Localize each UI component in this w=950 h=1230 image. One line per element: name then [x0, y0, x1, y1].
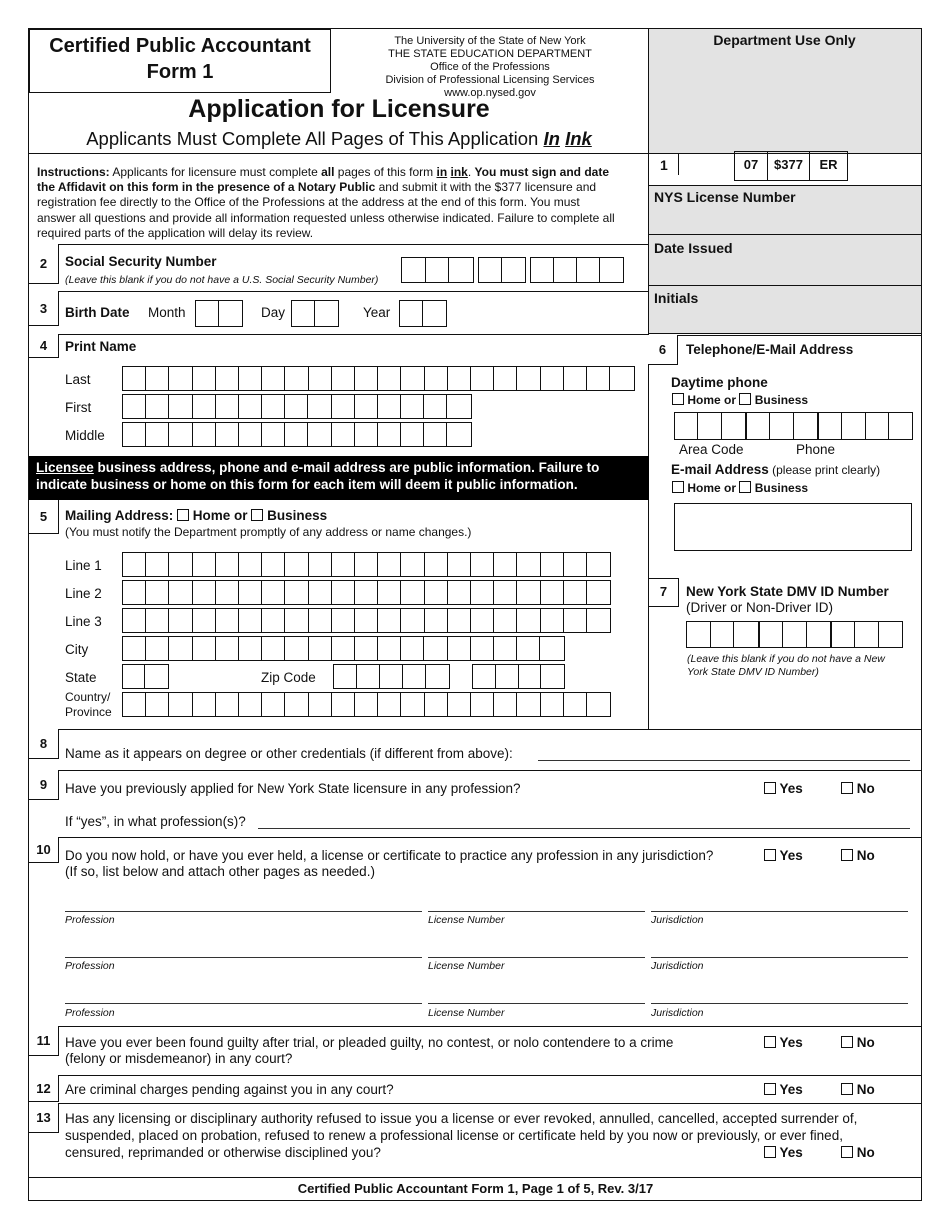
- no-label: No: [856, 848, 875, 863]
- agency-line: Division of Professional Licensing Services: [385, 74, 595, 86]
- credential-name-input[interactable]: [538, 760, 910, 761]
- country-label-line: Country/: [65, 690, 111, 704]
- email-label: [671, 462, 880, 477]
- yes-label: Yes: [779, 848, 803, 863]
- disciplinary-question: [65, 1110, 857, 1161]
- birth-date-label: Birth Date: [65, 305, 130, 320]
- profession-input[interactable]: [65, 957, 422, 958]
- license-number-input[interactable]: [428, 957, 645, 958]
- divider: [29, 1177, 922, 1178]
- page-subtitle: [29, 128, 649, 150]
- instructions-text: and submit it with the $377 licensure and: [375, 180, 597, 195]
- yes-option: [764, 1145, 803, 1160]
- mailing-address-title: Mailing Address:: [65, 508, 174, 523]
- instructions-text: the Affidavit on this form in the presence of a Notary Public: [37, 180, 376, 195]
- month-label: Month: [148, 305, 186, 320]
- daytime-phone-label: Daytime phone: [671, 375, 768, 390]
- agency-block: [332, 35, 648, 100]
- no-option: [841, 781, 875, 796]
- phone-area-code-input[interactable]: [674, 412, 746, 440]
- dept-code-c-text: ER: [819, 157, 838, 172]
- section-number: 10: [29, 837, 59, 863]
- jurisdiction-input[interactable]: [651, 911, 908, 912]
- divider: [648, 335, 922, 336]
- pending-charges-question: Are criminal charges pending against you in any court?: [65, 1082, 394, 1097]
- agency-line: Office of the Professions: [430, 61, 550, 73]
- dmv-id-input-part2[interactable]: [759, 621, 831, 648]
- license-number-caption: License Number: [428, 914, 505, 926]
- yes-label: Yes: [779, 781, 803, 796]
- yes-option: [764, 1082, 803, 1097]
- first-name-input[interactable]: [122, 394, 472, 419]
- section-number: 13: [29, 1103, 59, 1133]
- jurisdiction-caption: Jurisdiction: [651, 1007, 704, 1019]
- q11-no-checkbox[interactable]: [841, 1036, 853, 1048]
- zip-plus4-input[interactable]: [472, 664, 565, 689]
- line3-label: Line 3: [65, 614, 102, 629]
- birth-month-input[interactable]: [195, 300, 243, 327]
- yes-option: [764, 848, 803, 863]
- credential-name-question: Name as it appears on degree or other credentials (if different from above):: [65, 746, 513, 761]
- no-option: [841, 848, 875, 863]
- phone-type-row: [672, 393, 808, 407]
- agency-line: The University of the State of New York: [394, 35, 586, 47]
- birth-year-input[interactable]: [399, 300, 447, 327]
- instructions-text: ink: [450, 165, 468, 179]
- page-title: Application for Licensure: [188, 95, 490, 123]
- prior-profession-input[interactable]: [258, 828, 910, 829]
- address-line1-input[interactable]: [122, 552, 611, 577]
- subtitle-in: In: [543, 128, 560, 149]
- email-type-row: [672, 481, 808, 495]
- profession-caption: Profession: [65, 914, 115, 926]
- instructions-text: You must sign and date: [474, 165, 609, 179]
- year-label: Year: [363, 305, 391, 320]
- dept-initials: Initials: [654, 290, 699, 306]
- jurisdiction-caption: Jurisdiction: [651, 914, 704, 926]
- notice-text: indicate business or home on this form for each item will deem it public information.: [36, 477, 578, 492]
- dept-license-number: NYS License Number: [654, 189, 796, 205]
- dmv-note-line: (Leave this blank if you do not have a New: [687, 653, 885, 665]
- phone-label: Phone: [796, 442, 836, 457]
- middle-name-label: Middle: [65, 428, 105, 443]
- divider: [648, 29, 649, 729]
- question-line: Have you ever been found guilty after trial, or pleaded guilty, no contest, or nolo contendere to a crime: [65, 1035, 674, 1050]
- instructions-text: all: [321, 165, 335, 179]
- no-label: No: [856, 1082, 875, 1097]
- profession-input[interactable]: [65, 1003, 422, 1004]
- section-number: 3: [29, 291, 59, 326]
- phone-home-checkbox[interactable]: [672, 393, 684, 405]
- yes-label: Yes: [779, 1082, 803, 1097]
- last-name-input[interactable]: [122, 366, 635, 391]
- country-province-input[interactable]: [122, 692, 611, 717]
- prior-application-question: Have you previously applied for New York State licensure in any profession?: [65, 781, 521, 796]
- business-label: Business: [754, 393, 809, 407]
- day-label: Day: [261, 305, 286, 320]
- form-title-line1: Certified Public Accountant: [49, 35, 311, 57]
- email-input[interactable]: [674, 503, 912, 551]
- middle-name-input[interactable]: [122, 422, 472, 447]
- print-name-label: Print Name: [65, 339, 137, 354]
- divider: [29, 334, 649, 335]
- license-number-caption: License Number: [428, 960, 505, 972]
- license-number-input[interactable]: [428, 911, 645, 912]
- q10-no-checkbox[interactable]: [841, 849, 853, 861]
- divider: [29, 1103, 922, 1104]
- q11-yes-checkbox[interactable]: [764, 1036, 776, 1048]
- ssn-input-part3[interactable]: [530, 257, 624, 283]
- subtitle-text: Applicants Must Complete All Pages of This Application: [86, 128, 544, 149]
- state-input[interactable]: [122, 664, 169, 689]
- divider: [29, 729, 922, 730]
- q9-yes-checkbox[interactable]: [764, 782, 776, 794]
- agency-url[interactable]: www.op.nysed.gov: [444, 87, 536, 99]
- ssn-input-part1[interactable]: [401, 257, 474, 283]
- mailing-business-checkbox[interactable]: [251, 509, 263, 521]
- first-name-label: First: [65, 400, 92, 415]
- divider: [29, 1026, 922, 1027]
- instructions-text: Applicants for licensure must complete: [109, 165, 322, 179]
- divider: [29, 837, 922, 838]
- notice-licensee: Licensee: [36, 460, 94, 475]
- yes-label: Yes: [779, 1035, 803, 1050]
- no-option: [841, 1082, 875, 1097]
- no-label: No: [856, 1145, 875, 1160]
- ssn-note: (Leave this blank if you do not have a U.S. Social Security Number): [65, 274, 379, 286]
- birth-day-input[interactable]: [291, 300, 339, 327]
- ssn-input-part2[interactable]: [478, 257, 526, 283]
- email-home-checkbox[interactable]: [672, 481, 684, 493]
- no-label: No: [856, 781, 875, 796]
- q13-yes-checkbox[interactable]: [764, 1146, 776, 1158]
- divider: [648, 234, 922, 235]
- dmv-id-note: [687, 653, 885, 679]
- zip-label: Zip Code: [261, 670, 316, 685]
- phone-line-input[interactable]: [818, 412, 913, 440]
- telephone-email-label: Telephone/E-Mail Address: [686, 342, 854, 357]
- q9-no-checkbox[interactable]: [841, 782, 853, 794]
- question-line: (felony or misdemeanor) in any court?: [65, 1051, 293, 1066]
- dept-code-num: 1: [660, 157, 668, 173]
- jurisdiction-input[interactable]: [651, 1003, 908, 1004]
- license-held-question: Do you now hold, or have you ever held, a license or certificate to practice any profession in any jurisdiction?: [65, 848, 714, 863]
- profession-caption: Profession: [65, 1007, 115, 1019]
- home-label: Home or: [192, 508, 248, 523]
- license-number-caption: License Number: [428, 1007, 505, 1019]
- instructions-label: Instructions:: [37, 165, 110, 179]
- dmv-id-label: New York State DMV ID Number: [686, 584, 889, 599]
- question-line: censured, reprimanded or otherwise disciplined you?: [65, 1145, 381, 1160]
- section-number: 6: [648, 335, 678, 365]
- q12-yes-checkbox[interactable]: [764, 1083, 776, 1095]
- dept-code-a-text: 07: [743, 157, 759, 172]
- city-label: City: [65, 642, 89, 657]
- no-label: No: [856, 1035, 875, 1050]
- mailing-address-label: [65, 508, 327, 523]
- divider: [29, 291, 649, 292]
- section-number: 7: [659, 584, 668, 599]
- ssn-label: Social Security Number: [65, 254, 217, 269]
- agency-line: THE STATE EDUCATION DEPARTMENT: [388, 48, 592, 60]
- yes-option: [764, 1035, 803, 1050]
- business-label: Business: [267, 508, 328, 523]
- instructions-text: required parts of the application will delay its review.: [37, 225, 314, 240]
- license-held-note: (If so, list below and attach other pages as needed.): [65, 864, 375, 879]
- home-label: Home or: [687, 481, 737, 495]
- yes-option: [764, 781, 803, 796]
- prior-profession-label: If “yes”, in what profession(s)?: [65, 814, 246, 829]
- form-title-line2: Form 1: [146, 61, 214, 83]
- home-label: Home or: [687, 393, 737, 407]
- dmv-note-line: York State DMV ID Number): [687, 666, 819, 678]
- line2-label: Line 2: [65, 586, 102, 601]
- yes-label: Yes: [779, 1145, 803, 1160]
- email-note: (please print clearly): [768, 463, 881, 477]
- email-business-checkbox[interactable]: [739, 481, 751, 493]
- q12-no-checkbox[interactable]: [841, 1083, 853, 1095]
- divider: [648, 333, 922, 334]
- divider: [29, 770, 922, 771]
- page-footer: Certified Public Accountant Form 1, Page 1 of 5, Rev. 3/17: [297, 1181, 654, 1196]
- section-number: 8: [29, 729, 59, 759]
- section-number: 4: [29, 334, 59, 358]
- business-label: Business: [754, 481, 809, 495]
- question-line: suspended, placed on probation, refused to renew a professional license or certificate held by you now or previously, or ever fined,: [65, 1128, 843, 1143]
- q13-no-checkbox[interactable]: [841, 1146, 853, 1158]
- dmv-id-input-part1[interactable]: [686, 621, 759, 648]
- jurisdiction-caption: Jurisdiction: [651, 960, 704, 972]
- last-name-label: Last: [65, 372, 91, 387]
- section-number: 11: [29, 1026, 59, 1056]
- q10-yes-checkbox[interactable]: [764, 849, 776, 861]
- dept-title: Department Use Only: [713, 32, 856, 48]
- address-line3-input[interactable]: [122, 608, 611, 633]
- divider: [648, 285, 922, 286]
- section-number: 5: [29, 500, 59, 534]
- public-info-notice: [29, 456, 649, 500]
- mailing-home-checkbox[interactable]: [177, 509, 189, 521]
- no-option: [841, 1035, 875, 1050]
- instructions-text: answer all questions and provide all information requested unless otherwise indicated. Failure to complete all: [37, 210, 615, 225]
- zip-code-input[interactable]: [333, 664, 450, 689]
- notice-text: business address, phone and e-mail address are public information. Failure to: [93, 460, 600, 475]
- instructions-text: registration fee directly to the Office of the Professions at the address at the end of this form. You must: [37, 195, 580, 210]
- divider: [678, 153, 679, 175]
- phone-business-checkbox[interactable]: [739, 393, 751, 405]
- state-label: State: [65, 670, 97, 685]
- instructions-text: .: [467, 165, 475, 179]
- area-code-label: Area Code: [679, 442, 744, 457]
- profession-caption: Profession: [65, 960, 115, 972]
- dept-date-issued: Date Issued: [654, 240, 733, 256]
- criminal-conviction-question: [65, 1035, 673, 1067]
- email-title: E-mail Address: [671, 462, 769, 477]
- license-number-input[interactable]: [428, 1003, 645, 1004]
- divider: [29, 244, 649, 245]
- country-label: [65, 690, 112, 720]
- dmv-id-sub: (Driver or Non-Driver ID): [686, 600, 834, 615]
- subtitle-ink: Ink: [565, 128, 592, 149]
- city-input[interactable]: [122, 636, 565, 661]
- address-line2-input[interactable]: [122, 580, 611, 605]
- line1-label: Line 1: [65, 558, 102, 573]
- profession-input[interactable]: [65, 911, 422, 912]
- instructions-text: pages of this form: [334, 165, 437, 179]
- no-option: [841, 1145, 875, 1160]
- section-number: 12: [29, 1075, 59, 1102]
- section-number: 2: [29, 244, 59, 284]
- mailing-note: (You must notify the Department promptly of any address or name changes.): [65, 525, 472, 539]
- phone-prefix-input[interactable]: [746, 412, 818, 440]
- divider: [29, 1075, 922, 1076]
- dmv-id-input-part3[interactable]: [831, 621, 903, 648]
- section-number: 9: [29, 770, 59, 800]
- jurisdiction-input[interactable]: [651, 957, 908, 958]
- question-line: Has any licensing or disciplinary authority refused to issue you a license or ever revoked, annulled, cancelled, accepted surrender of,: [65, 1111, 858, 1126]
- dept-code-b-text: $377: [774, 157, 803, 172]
- country-label-line: Province: [65, 705, 112, 719]
- instructions-text: in: [436, 165, 448, 179]
- instructions: [37, 165, 615, 241]
